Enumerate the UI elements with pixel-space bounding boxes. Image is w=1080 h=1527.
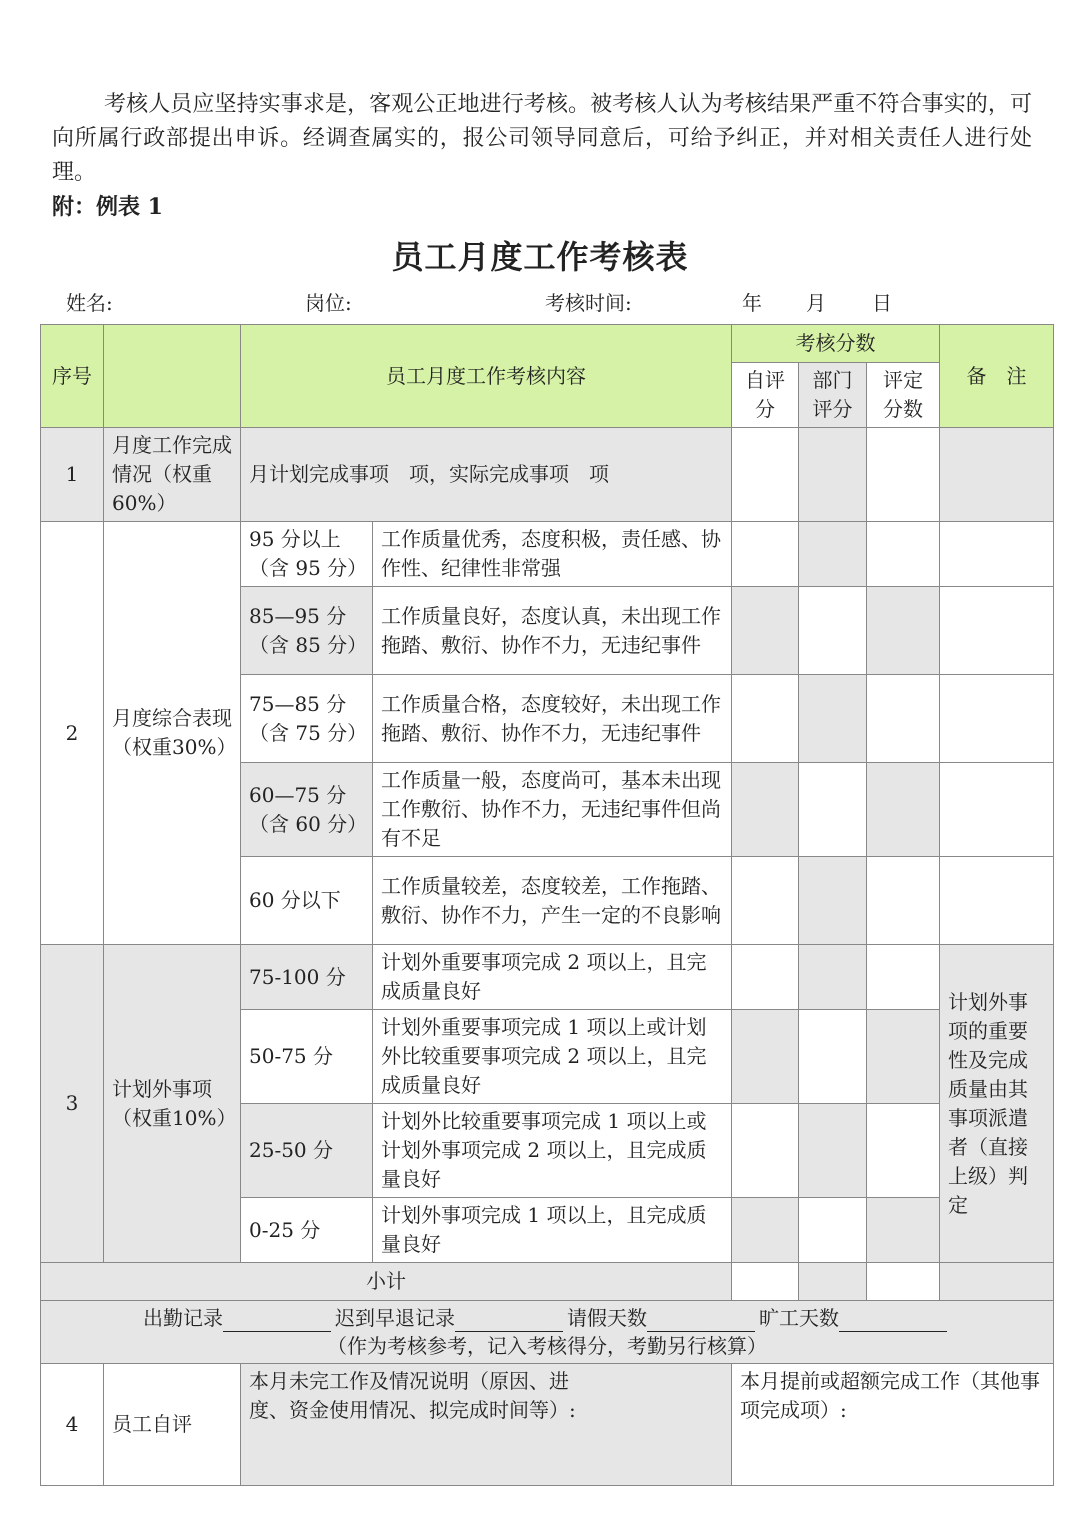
seq-header: 序号: [41, 325, 104, 428]
row3-range: 75-100 分: [241, 945, 373, 1010]
row3-range: 25-50 分: [241, 1104, 373, 1198]
row2-dept-score[interactable]: [799, 857, 867, 945]
subtotal-final-score[interactable]: [867, 1263, 940, 1301]
day-label: 日: [872, 291, 892, 315]
row2-dept-score[interactable]: [799, 763, 867, 857]
subtotal-label: 小计: [41, 1263, 732, 1301]
intro-text: [52, 88, 1032, 190]
attendance-row: [41, 1301, 1054, 1364]
row3-self-score[interactable]: [732, 945, 799, 1010]
row1-self-score[interactable]: [732, 428, 799, 522]
row2-range: 85—95 分（含 85 分）: [241, 587, 373, 675]
name-label: 姓名:: [66, 291, 113, 315]
absent-label: 旷工天数: [759, 1306, 839, 1330]
subtotal-dept-score[interactable]: [799, 1263, 867, 1301]
leave-field[interactable]: [647, 1309, 755, 1332]
row2-dept-score[interactable]: [799, 587, 867, 675]
row2-self-score[interactable]: [732, 857, 799, 945]
remark-header: 备 注: [940, 325, 1054, 428]
row2-remark[interactable]: [940, 857, 1054, 945]
row3-self-score[interactable]: [732, 1010, 799, 1104]
row2-range: 75—85 分（含 75 分）: [241, 675, 373, 763]
row1-final-score[interactable]: [867, 428, 940, 522]
row3-self-score[interactable]: [732, 1104, 799, 1198]
row2-self-score[interactable]: [732, 675, 799, 763]
row2-dept-score[interactable]: [799, 675, 867, 763]
row3-range: 0-25 分: [241, 1198, 373, 1263]
attendance-note: （作为考核参考，记入考核得分，考勤另行核算）: [327, 1334, 767, 1358]
row2-dept-score[interactable]: [799, 522, 867, 587]
subtotal-remark[interactable]: [940, 1263, 1054, 1301]
row2-final-score[interactable]: [867, 857, 940, 945]
row2-remark[interactable]: [940, 763, 1054, 857]
intro-paragraph: 考核人员应坚持实事求是，客观公正地进行考核。被考核人认为考核结果严重不符合事实的，可向所属行政部提出申诉。经调查属实的，报公司领导同意后，可给予纠正，并对相关责任人进行处理。: [52, 92, 1032, 185]
row2-final-score[interactable]: [867, 763, 940, 857]
self-score-header: 自评分: [732, 363, 799, 428]
year-label: 年: [742, 291, 762, 315]
row2-remark[interactable]: [940, 522, 1054, 587]
unfinished-work-label: 本月未完工作及情况说明（原因、进度、资金使用情况、拟完成时间等）:: [249, 1369, 576, 1422]
row3-dept-score[interactable]: [799, 1198, 867, 1263]
row2-desc: 工作质量一般，态度尚可，基本未出现工作敷衍、协作不力，无违纪事件但尚有不足: [373, 763, 732, 857]
late-label: 迟到早退记录: [335, 1306, 455, 1330]
row3-desc: 计划外重要事项完成 1 项以上或计划外比较重要事项完成 2 项以上，且完成质量良好: [373, 1010, 732, 1104]
row3-desc: 计划外比较重要事项完成 1 项以上或计划外事项完成 2 项以上，且完成质量良好: [373, 1104, 732, 1198]
row4-item: 员工自评: [104, 1364, 241, 1486]
row1-item: 月度工作完成情况（权重 60%）: [104, 428, 241, 522]
row1-content: 月计划完成事项 项，实际完成事项 项: [241, 428, 732, 522]
row1-remark[interactable]: [940, 428, 1054, 522]
assessment-table: [40, 324, 1054, 1486]
item-header: [104, 325, 241, 428]
row3-final-score[interactable]: [867, 1198, 940, 1263]
post-label: 岗位:: [305, 291, 352, 315]
row2-item: 月度综合表现（权重30%）: [104, 522, 241, 945]
row3-remark: 计划外事项的重要性及完成质量由其事项派遣者（直接上级）判定: [940, 945, 1054, 1263]
attendance-field[interactable]: [223, 1309, 331, 1332]
month-label: 月: [806, 291, 826, 315]
row3-item: 计划外事项（权重10%）: [104, 945, 241, 1263]
appendix-label: 附：例表 1: [52, 194, 163, 220]
row3-desc: 计划外重要事项完成 2 项以上，且完成质量良好: [373, 945, 732, 1010]
absent-field[interactable]: [839, 1309, 947, 1332]
row2-self-score[interactable]: [732, 763, 799, 857]
unfinished-work-box[interactable]: [241, 1364, 732, 1486]
row2-final-score[interactable]: [867, 522, 940, 587]
row1-dept-score[interactable]: [799, 428, 867, 522]
leave-label: 请假天数: [567, 1306, 647, 1330]
score-group-header: 考核分数: [732, 325, 940, 363]
final-score-header: 评定分数: [867, 363, 940, 428]
row1-seq: 1: [41, 428, 104, 522]
row2-self-score[interactable]: [732, 522, 799, 587]
subtotal-self-score[interactable]: [732, 1263, 799, 1301]
row2-desc: 工作质量合格，态度较好，未出现工作拖踏、敷衍、协作不力，无违纪事件: [373, 675, 732, 763]
row2-remark[interactable]: [940, 675, 1054, 763]
row3-desc: 计划外事项完成 1 项以上，且完成质量良好: [373, 1198, 732, 1263]
row2-range: 60—75 分（含 60 分）: [241, 763, 373, 857]
row3-dept-score[interactable]: [799, 1010, 867, 1104]
row2-final-score[interactable]: [867, 587, 940, 675]
row2-desc: 工作质量优秀，态度积极，责任感、协作性、纪律性非常强: [373, 522, 732, 587]
row2-self-score[interactable]: [732, 587, 799, 675]
row2-range: 60 分以下: [241, 857, 373, 945]
row4-seq: 4: [41, 1364, 104, 1486]
row3-final-score[interactable]: [867, 945, 940, 1010]
row2-desc: 工作质量良好，态度认真，未出现工作拖踏、敷衍、协作不力，无违纪事件: [373, 587, 732, 675]
row2-range: 95 分以上（含 95 分）: [241, 522, 373, 587]
attendance-label: 出勤记录: [143, 1306, 223, 1330]
row2-desc: 工作质量较差，态度较差，工作拖踏、敷衍、协作不力，产生一定的不良影响: [373, 857, 732, 945]
row3-range: 50-75 分: [241, 1010, 373, 1104]
row2-final-score[interactable]: [867, 675, 940, 763]
row3-final-score[interactable]: [867, 1104, 940, 1198]
ahead-work-label: 本月提前或超额完成工作（其他事项完成项）:: [740, 1369, 1040, 1422]
row2-remark[interactable]: [940, 587, 1054, 675]
row3-dept-score[interactable]: [799, 945, 867, 1010]
row3-self-score[interactable]: [732, 1198, 799, 1263]
ahead-work-box[interactable]: [732, 1364, 1054, 1486]
content-header: 员工月度工作考核内容: [241, 325, 732, 428]
row3-seq: 3: [41, 945, 104, 1263]
row3-dept-score[interactable]: [799, 1104, 867, 1198]
late-field[interactable]: [455, 1309, 563, 1332]
time-label: 考核时间:: [545, 291, 632, 315]
form-title: 员工月度工作考核表: [391, 238, 689, 276]
dept-score-header: 部门评分: [799, 363, 867, 428]
row2-seq: 2: [41, 522, 104, 945]
row3-final-score[interactable]: [867, 1010, 940, 1104]
